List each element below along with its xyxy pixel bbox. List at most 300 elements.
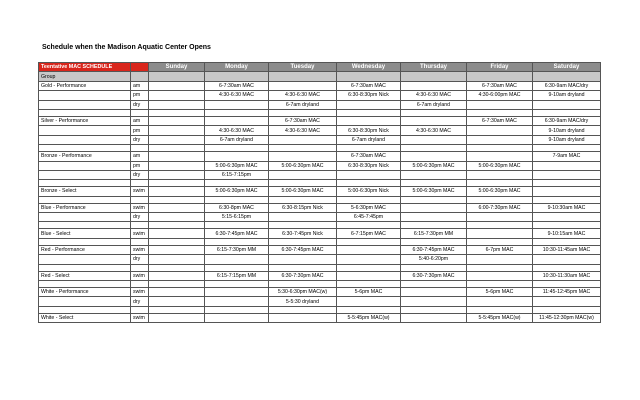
table-row	[39, 271, 601, 280]
schedule-cell	[149, 161, 205, 170]
spacer-cell	[337, 306, 401, 313]
schedule-cell	[149, 229, 205, 238]
schedule-cell	[401, 203, 467, 212]
schedule-cell: 4:30-6:30 MAC	[401, 91, 467, 100]
spacer-cell	[467, 180, 533, 187]
spacer-cell	[401, 306, 467, 313]
schedule-cell: 5:00-6:30pm MAC	[205, 161, 269, 170]
group-name-cell	[39, 135, 131, 144]
spacer-cell	[39, 281, 131, 288]
spacer-cell	[467, 238, 533, 245]
spacer-cell	[467, 196, 533, 203]
schedule-cell: 6:30-9am MAC/dry	[533, 81, 601, 90]
schedule-cell	[205, 297, 269, 306]
schedule-cell	[205, 288, 269, 297]
schedule-cell: 10:30-11:30am MAC	[533, 271, 601, 280]
schedule-cell: 11:45-12:45pm MAC	[533, 288, 601, 297]
schedule-cell: 5:00-6:30pm MAC	[401, 161, 467, 170]
spacer-cell	[269, 145, 337, 152]
schedule-cell	[269, 313, 337, 322]
schedule-cell	[269, 81, 337, 90]
schedule-cell: 5:00-6:30pm MAC	[467, 187, 533, 196]
spacer-cell	[131, 180, 149, 187]
schedule-cell: 5:00-6:30pm Nick	[337, 187, 401, 196]
spacer-cell	[205, 180, 269, 187]
table-row	[39, 126, 601, 135]
schedule-cell: 4:30-6:30 MAC	[205, 126, 269, 135]
spacer-cell	[467, 222, 533, 229]
schedule-cell	[401, 313, 467, 322]
spacer-cell	[131, 222, 149, 229]
page-title: Schedule when the Madison Aquatic Center Opens	[42, 44, 211, 51]
schedule-cell	[337, 271, 401, 280]
schedule-cell	[149, 126, 205, 135]
spacer-cell	[149, 196, 205, 203]
spacer-cell	[337, 281, 401, 288]
spacer-cell	[131, 264, 149, 271]
schedule-cell	[467, 100, 533, 109]
group-name-cell: Red - Select	[39, 271, 131, 280]
schedule-cell	[149, 297, 205, 306]
session-type-cell: swim	[131, 203, 149, 212]
day-header-saturday: Saturday	[533, 63, 601, 72]
session-type-cell: swim	[131, 245, 149, 254]
day-header-monday: Monday	[205, 63, 269, 72]
schedule-cell	[149, 100, 205, 109]
schedule-cell	[401, 297, 467, 306]
spacer-cell	[533, 306, 601, 313]
session-type-cell: dry	[131, 213, 149, 222]
spacer-cell	[337, 222, 401, 229]
session-type-cell: swim	[131, 187, 149, 196]
spacer-row	[39, 109, 601, 116]
schedule-cell: 6:15-7:15pm MM	[205, 271, 269, 280]
header-row	[39, 63, 601, 72]
day-header-wednesday: Wednesday	[337, 63, 401, 72]
schedule-cell: 6:30-7:45pm MAC	[205, 229, 269, 238]
table-row	[39, 161, 601, 170]
schedule-cell: 9-10am dryland	[533, 126, 601, 135]
schedule-cell: 6:15-7:30pm MM	[401, 229, 467, 238]
spacer-cell	[269, 196, 337, 203]
group-name-cell	[39, 161, 131, 170]
schedule-cell	[467, 297, 533, 306]
schedule-cell: 6:30-8:30pm Nick	[337, 91, 401, 100]
group-blank-cell	[467, 72, 533, 81]
spacer-cell	[205, 109, 269, 116]
group-name-cell	[39, 213, 131, 222]
spacer-cell	[401, 196, 467, 203]
schedule-cell	[205, 116, 269, 125]
session-header	[131, 63, 149, 72]
schedule-cell	[205, 152, 269, 161]
schedule-cell	[533, 255, 601, 264]
spacer-row	[39, 306, 601, 313]
group-name-cell	[39, 255, 131, 264]
spacer-cell	[269, 180, 337, 187]
schedule-cell: 6:30-7:30pm MAC	[269, 271, 337, 280]
day-header-friday: Friday	[467, 63, 533, 72]
spacer-cell	[39, 145, 131, 152]
table-row	[39, 81, 601, 90]
session-type-cell: pm	[131, 161, 149, 170]
spacer-row	[39, 222, 601, 229]
schedule-cell: 4:30-6:30 MAC	[269, 126, 337, 135]
schedule-cell	[401, 81, 467, 90]
schedule-cell: 5:00-6:30pm MAC	[401, 187, 467, 196]
schedule-cell	[401, 116, 467, 125]
schedule-cell: 4:30-6:30 MAC	[205, 91, 269, 100]
spacer-cell	[149, 145, 205, 152]
session-type-cell: dry	[131, 135, 149, 144]
group-name-cell: White - Select	[39, 313, 131, 322]
schedule-cell	[149, 81, 205, 90]
spacer-cell	[401, 264, 467, 271]
schedule-table	[38, 62, 601, 323]
schedule-cell: 6-7pm MAC	[467, 245, 533, 254]
group-blank-cell	[533, 72, 601, 81]
group-name-cell: Blue - Select	[39, 229, 131, 238]
spacer-cell	[467, 145, 533, 152]
schedule-cell	[149, 91, 205, 100]
schedule-cell	[467, 170, 533, 179]
spacer-cell	[467, 264, 533, 271]
session-type-cell: pm	[131, 126, 149, 135]
spacer-cell	[401, 180, 467, 187]
spacer-cell	[337, 264, 401, 271]
schedule-cell	[149, 116, 205, 125]
spacer-cell	[337, 238, 401, 245]
table-row	[39, 91, 601, 100]
schedule-cell: 10:30-11:45am MAC	[533, 245, 601, 254]
day-header-thursday: Thursday	[401, 63, 467, 72]
table-row	[39, 187, 601, 196]
schedule-cell	[401, 152, 467, 161]
spacer-cell	[39, 264, 131, 271]
schedule-cell: 6-7:15pm MAC	[337, 229, 401, 238]
schedule-cell: 6-7:30am MAC	[337, 81, 401, 90]
schedule-cell	[533, 297, 601, 306]
schedule-cell: 5-5:45pm MAC(w)	[337, 313, 401, 322]
schedule-cell: 9-10am dryland	[533, 135, 601, 144]
spacer-cell	[533, 145, 601, 152]
schedule-cell: 6-7:30am MAC	[467, 81, 533, 90]
schedule-cell: 6-7:30am MAC	[467, 116, 533, 125]
group-blank-cell	[131, 72, 149, 81]
spacer-cell	[401, 109, 467, 116]
schedule-cell	[205, 255, 269, 264]
session-type-cell: dry	[131, 297, 149, 306]
schedule-cell	[467, 213, 533, 222]
schedule-cell	[269, 213, 337, 222]
spacer-cell	[337, 145, 401, 152]
group-name-cell: Silver - Performance	[39, 116, 131, 125]
session-type-cell: am	[131, 116, 149, 125]
schedule-cell	[205, 313, 269, 322]
spacer-cell	[205, 145, 269, 152]
group-name-cell	[39, 297, 131, 306]
schedule-cell: 6-7:30am MAC	[337, 152, 401, 161]
schedule-cell: 6:30-7:45pm MAC	[401, 245, 467, 254]
schedule-cell	[149, 135, 205, 144]
schedule-cell	[533, 100, 601, 109]
schedule-cell: 9-10:15am MAC	[533, 229, 601, 238]
table-row	[39, 135, 601, 144]
group-name-cell: Red - Performance	[39, 245, 131, 254]
schedule-cell	[337, 255, 401, 264]
schedule-cell: 4:30-6:30 MAC	[401, 126, 467, 135]
schedule-cell	[533, 161, 601, 170]
schedule-cell	[149, 313, 205, 322]
spacer-cell	[149, 238, 205, 245]
spacer-cell	[269, 238, 337, 245]
table-row	[39, 255, 601, 264]
schedule-cell	[149, 245, 205, 254]
spacer-cell	[131, 281, 149, 288]
table-row	[39, 288, 601, 297]
spacer-cell	[269, 109, 337, 116]
schedule-cell: 5-6:30pm MAC	[337, 203, 401, 212]
spacer-cell	[39, 180, 131, 187]
schedule-cell	[401, 135, 467, 144]
session-type-cell: swim	[131, 288, 149, 297]
schedule-cell: 11:45-12:30pm MAC(w)	[533, 313, 601, 322]
day-header-sunday: Sunday	[149, 63, 205, 72]
spacer-cell	[401, 238, 467, 245]
schedule-cell	[269, 255, 337, 264]
spacer-cell	[337, 180, 401, 187]
schedule-cell: 6:30-8:15pm Nick	[269, 203, 337, 212]
schedule-cell: 6:30-8:30pm Nick	[337, 126, 401, 135]
schedule-cell: 7-9am MAC	[533, 152, 601, 161]
spacer-cell	[149, 264, 205, 271]
table-row	[39, 170, 601, 179]
session-type-cell: dry	[131, 170, 149, 179]
spacer-cell	[269, 264, 337, 271]
spacer-cell	[205, 306, 269, 313]
schedule-cell	[467, 135, 533, 144]
schedule-cell: 6:30-8:30pm Nick	[337, 161, 401, 170]
schedule-cell	[149, 170, 205, 179]
spacer-cell	[533, 196, 601, 203]
schedule-cell	[533, 170, 601, 179]
group-label-row	[39, 72, 601, 81]
table-row	[39, 297, 601, 306]
spacer-cell	[533, 109, 601, 116]
schedule-cell: 6:30-8pm MAC	[205, 203, 269, 212]
spacer-cell	[205, 196, 269, 203]
group-name-cell: Gold - Performance	[39, 81, 131, 90]
schedule-cell	[337, 297, 401, 306]
table-row	[39, 116, 601, 125]
schedule-cell	[149, 288, 205, 297]
group-name-cell: Bronze - Performance	[39, 152, 131, 161]
schedule-cell: 4:30-6:30 MAC	[269, 91, 337, 100]
session-type-cell: am	[131, 81, 149, 90]
schedule-cell	[467, 152, 533, 161]
schedule-cell: 6-7am dryland	[269, 100, 337, 109]
group-blank-cell	[205, 72, 269, 81]
group-name-cell	[39, 126, 131, 135]
table-row	[39, 245, 601, 254]
spacer-cell	[39, 238, 131, 245]
schedule-cell: 5-5:45pm MAC(w)	[467, 313, 533, 322]
spacer-cell	[401, 222, 467, 229]
spacer-cell	[337, 196, 401, 203]
session-type-cell: swim	[131, 313, 149, 322]
schedule-cell	[401, 170, 467, 179]
spacer-row	[39, 145, 601, 152]
spacer-cell	[467, 109, 533, 116]
spacer-cell	[39, 306, 131, 313]
table-row	[39, 213, 601, 222]
spacer-cell	[205, 264, 269, 271]
spacer-cell	[131, 145, 149, 152]
day-header-tuesday: Tuesday	[269, 63, 337, 72]
group-name-cell: Blue - Performance	[39, 203, 131, 212]
session-type-cell: am	[131, 152, 149, 161]
spacer-cell	[131, 306, 149, 313]
spacer-cell	[149, 222, 205, 229]
spacer-cell	[533, 180, 601, 187]
spacer-cell	[467, 281, 533, 288]
schedule-cell: 5:00-6:30pm MAC	[269, 161, 337, 170]
schedule-cell	[467, 229, 533, 238]
schedule-cell	[269, 170, 337, 179]
schedule-cell: 6:30-7:45pm MAC	[269, 245, 337, 254]
spacer-cell	[149, 180, 205, 187]
group-name-cell: Bronze - Select	[39, 187, 131, 196]
schedule-cell	[149, 203, 205, 212]
schedule-cell	[205, 100, 269, 109]
session-type-cell: pm	[131, 91, 149, 100]
session-type-cell: swim	[131, 229, 149, 238]
spacer-cell	[39, 109, 131, 116]
schedule-cell	[269, 152, 337, 161]
spacer-cell	[467, 306, 533, 313]
spacer-cell	[149, 109, 205, 116]
spacer-cell	[269, 222, 337, 229]
schedule-label-header: Teentative MAC SCHEDULE	[39, 63, 131, 72]
schedule-cell	[467, 126, 533, 135]
schedule-cell	[467, 255, 533, 264]
schedule-cell: 9-10:30am MAC	[533, 203, 601, 212]
spacer-cell	[39, 222, 131, 229]
group-name-cell: White - Performance	[39, 288, 131, 297]
schedule-cell: 6:00-7:30pm MAC	[467, 203, 533, 212]
spacer-cell	[533, 222, 601, 229]
group-blank-cell	[337, 72, 401, 81]
group-name-cell	[39, 170, 131, 179]
schedule-cell	[269, 135, 337, 144]
schedule-cell: 5-6pm MAC	[337, 288, 401, 297]
schedule-cell	[149, 152, 205, 161]
schedule-cell: 5:40-6:20pm	[401, 255, 467, 264]
group-name-cell	[39, 100, 131, 109]
spacer-row	[39, 180, 601, 187]
schedule-cell: 6-7am dryland	[205, 135, 269, 144]
schedule-cell: 6-7am dryland	[401, 100, 467, 109]
schedule-cell: 5:00-6:30pm MAC	[269, 187, 337, 196]
schedule-cell: 5:15-6:15pm	[205, 213, 269, 222]
schedule-cell	[337, 245, 401, 254]
schedule-cell	[401, 288, 467, 297]
table-row	[39, 313, 601, 322]
spacer-cell	[131, 109, 149, 116]
spacer-cell	[269, 306, 337, 313]
session-type-cell: swim	[131, 271, 149, 280]
schedule-cell	[337, 116, 401, 125]
table-row	[39, 100, 601, 109]
schedule-cell: 6:30-7:45pm Nick	[269, 229, 337, 238]
schedule-cell: 5:00-6:30pm MAC	[467, 161, 533, 170]
table-row	[39, 203, 601, 212]
schedule-cell: 6:15-7:30pm MM	[205, 245, 269, 254]
schedule-cell	[533, 213, 601, 222]
spacer-row	[39, 238, 601, 245]
group-blank-cell	[149, 72, 205, 81]
spacer-row	[39, 264, 601, 271]
schedule-cell: 6:30-7:30pm MAC	[401, 271, 467, 280]
schedule-body	[39, 81, 601, 322]
table-row	[39, 152, 601, 161]
spacer-cell	[401, 145, 467, 152]
session-type-cell: dry	[131, 255, 149, 264]
group-blank-cell	[269, 72, 337, 81]
group-blank-cell	[401, 72, 467, 81]
group-name-cell	[39, 91, 131, 100]
schedule-cell: 6-7:30am MAC	[269, 116, 337, 125]
schedule-cell	[149, 213, 205, 222]
session-type-cell: dry	[131, 100, 149, 109]
spacer-cell	[401, 281, 467, 288]
spacer-cell	[205, 222, 269, 229]
schedule-cell	[337, 170, 401, 179]
spacer-cell	[131, 196, 149, 203]
schedule-cell	[337, 100, 401, 109]
schedule-cell	[401, 213, 467, 222]
schedule-cell: 5-5:30 dryland	[269, 297, 337, 306]
spacer-cell	[131, 238, 149, 245]
table-row	[39, 229, 601, 238]
schedule-cell: 6:15-7:15pm	[205, 170, 269, 179]
spacer-row	[39, 196, 601, 203]
schedule-cell: 5-6pm MAC	[467, 288, 533, 297]
spacer-cell	[205, 238, 269, 245]
spacer-cell	[205, 281, 269, 288]
schedule-cell	[149, 271, 205, 280]
schedule-cell	[533, 187, 601, 196]
spacer-cell	[269, 281, 337, 288]
schedule-cell: 6:30-9am MAC/dry	[533, 116, 601, 125]
schedule-cell: 5:00-6:30pm MAC	[205, 187, 269, 196]
schedule-cell: 6-7am dryland	[337, 135, 401, 144]
schedule-cell: 9-10am dryland	[533, 91, 601, 100]
spacer-cell	[533, 281, 601, 288]
schedule-cell	[149, 187, 205, 196]
schedule-cell: 4:30-6:00pm MAC	[467, 91, 533, 100]
schedule-cell: 5:30-6:30pm MAC(w)	[269, 288, 337, 297]
group-column-label: Group	[39, 72, 131, 81]
schedule-cell	[467, 271, 533, 280]
schedule-cell: 6-7:30am MAC	[205, 81, 269, 90]
schedule-cell	[149, 255, 205, 264]
schedule-cell: 6:45-7:45pm	[337, 213, 401, 222]
spacer-cell	[337, 109, 401, 116]
spacer-cell	[39, 196, 131, 203]
spacer-cell	[149, 281, 205, 288]
spacer-cell	[149, 306, 205, 313]
